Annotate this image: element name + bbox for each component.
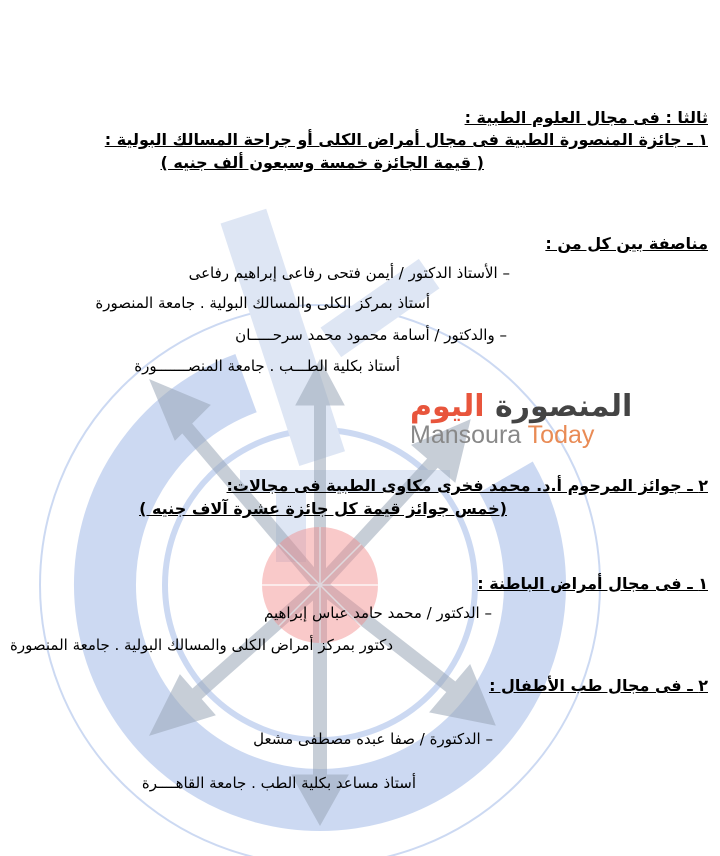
prize1-winner-1-name: – الأستاذ الدكتور / أيمن فتحى رفاعى إبراهيم رفاعى (188, 264, 510, 282)
watermark-arabic-text (410, 389, 633, 424)
watermark-arabic-part1: المنصورة (495, 389, 633, 424)
prize2-field1-title: ١ ـ فى مجال أمراض الباطنة : (477, 574, 708, 593)
site-watermark-logo (410, 389, 633, 450)
prize2-field2-winner-affiliation: أستاذ مساعد بكلية الطب . جامعة القاهــــرة (141, 774, 416, 792)
prize1-winner-2-name: – والدكتور / أسامة محمود محمد سرحـــــان (235, 326, 507, 344)
prize2-field2-title: ٢ ـ فى مجال طب الأطفال : (489, 676, 708, 695)
prize2-title: ٢ ـ جوائز المرحوم أ.د. محمد فخرى مكاوى الطبية فى مجالات: (226, 476, 708, 495)
prize2-field2-winner-name: – الدكتورة / صفا عبده مصطفى مشعل (253, 730, 493, 748)
prize1-competition-label: مناصفة بين كل من : (545, 234, 708, 253)
prize1-value: ( قيمة الجائزة خمسة وسبعون ألف جنيه ) (160, 153, 484, 172)
watermark-english-part2: Today (527, 421, 595, 449)
prize1-winner-2-affiliation: أستاذ بكلية الطـــب . جامعة المنصـــــــورة (134, 357, 400, 375)
prize2-value: (خمس جوائز قيمة كل جائزة عشرة آلاف جنيه ) (139, 499, 507, 518)
prize1-title: ١ ـ جائزة المنصورة الطبية فى مجال أمراض الكلى أو جراحة المسالك البولية : (104, 130, 708, 149)
section-title: ثالثا : فى مجال العلوم الطبية : (464, 108, 708, 127)
watermark-arabic-part2: اليوم (410, 389, 485, 424)
watermark-english-text (410, 422, 632, 450)
prize1-winner-1-affiliation: أستاذ بمركز الكلى والمسالك البولية . جامعة المنصورة (95, 294, 430, 312)
prize2-field1-winner-affiliation: دكتور بمركز أمراض الكلى والمسالك البولية . جامعة المنصورة (10, 636, 393, 654)
watermark-english-part1: Mansoura (410, 421, 522, 449)
prize2-field1-winner-name: – الدكتور / محمد حامد عباس إبراهيم (263, 604, 492, 622)
